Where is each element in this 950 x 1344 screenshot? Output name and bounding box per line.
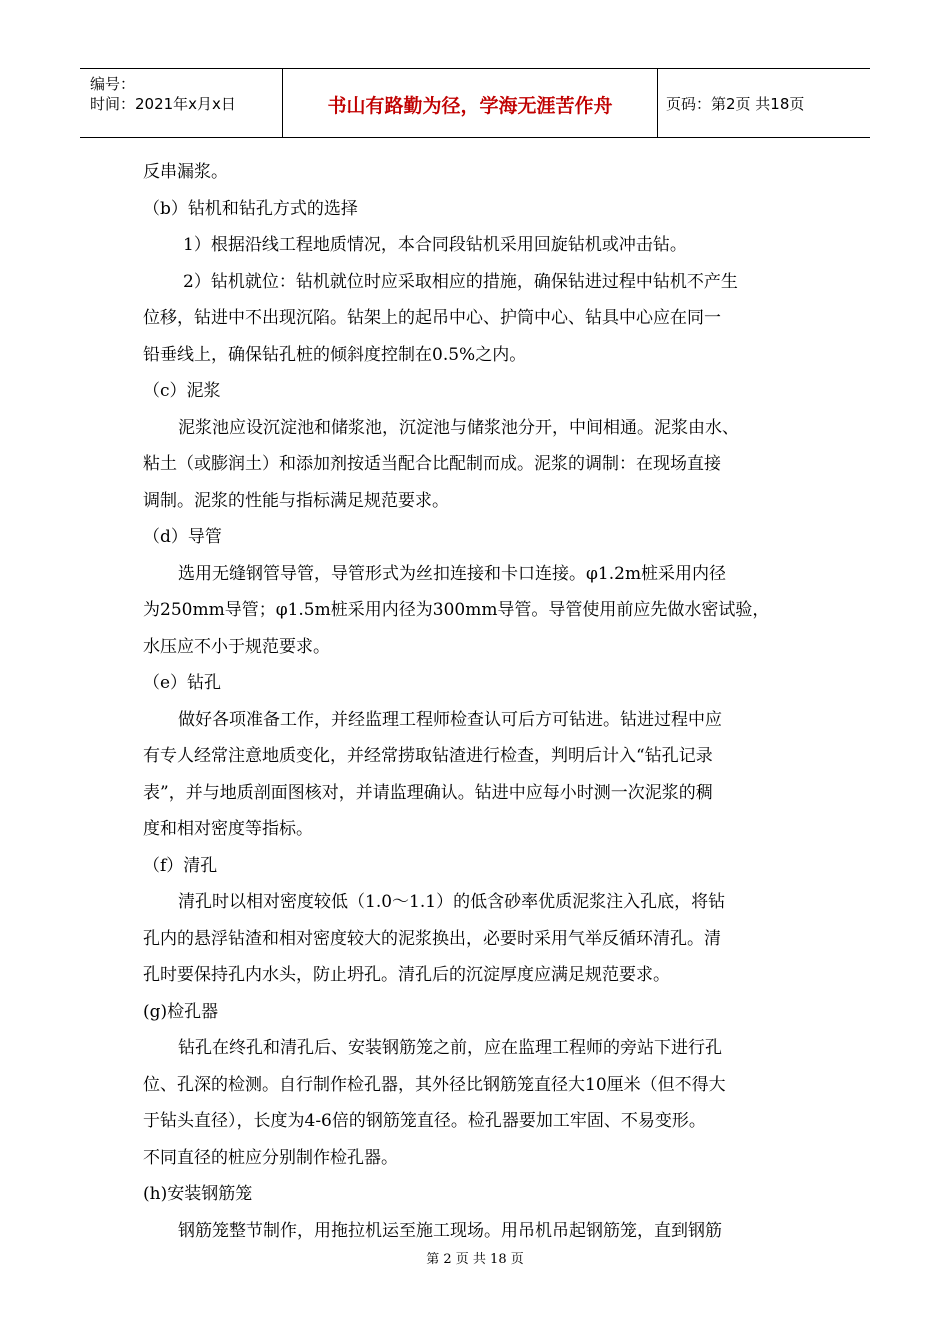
text-line: 反串漏浆。: [143, 162, 228, 182]
text-line: 孔内的悬浮钻渣和相对密度较大的泥浆换出，必要时采用气举反循环清孔。清: [143, 928, 721, 949]
header-page-info: 页码：第2页 共18页: [666, 95, 805, 113]
text-line: 为250mm导管；φ1.5m桩采用内径为300mm导管。导管使用前应先做水密试验，: [143, 600, 770, 620]
text-line: 2）钻机就位：钻机就位时应采取相应的措施，确保钻进过程中钻机不产生: [183, 271, 738, 292]
header-left-cell: [80, 69, 283, 137]
text-line: 选用无缝钢管导管，导管形式为丝扣连接和卡口连接。φ1.2m桩采用内径: [178, 563, 727, 584]
header-motto: 书山有路勤为径，学海无涯苦作舟: [327, 95, 613, 117]
page-header: [80, 68, 870, 138]
section-heading-e: （e）钻孔: [143, 673, 222, 693]
section-heading-h: (h)安装钢筋笼: [143, 1184, 253, 1204]
document-body: [143, 154, 813, 1249]
text-line: 度和相对密度等指标。: [143, 819, 313, 839]
section-heading-d: （d）导管: [143, 527, 222, 547]
number-label: 编号：: [90, 75, 136, 93]
header-middle-cell: [283, 69, 658, 137]
text-line: 水压应不小于规范要求。: [143, 636, 330, 657]
text-line: 钻孔在终孔和清孔后、安装钢筋笼之前，应在监理工程师的旁站下进行孔: [178, 1038, 722, 1058]
time-label: 时间：2021年x月x日: [90, 95, 236, 113]
page-footer: 第 2 页 共 18 页: [426, 1252, 524, 1267]
text-line: 有专人经常注意地质变化，并经常捞取钻渣进行检查，判明后计入“钻孔记录: [143, 746, 713, 766]
section-heading-c: （c）泥浆: [143, 381, 221, 401]
text-line: 铅垂线上，确保钻孔桩的倾斜度控制在0.5%之内。: [143, 344, 527, 365]
text-line: 做好各项准备工作，并经监理工程师检查认可后方可钻进。钻进过程中应: [178, 709, 722, 730]
text-line: 孔时要保持孔内水头，防止坍孔。清孔后的沉淀厚度应满足规范要求。: [143, 965, 670, 985]
section-heading-g: (g)检孔器: [143, 1001, 219, 1022]
header-right-cell: [658, 69, 870, 137]
text-line: 位、孔深的检测。自行制作检孔器，其外径比钢筋笼直径大10厘米（但不得大: [143, 1074, 726, 1095]
section-heading-f: （f）清孔: [143, 855, 218, 876]
text-line: 钢筋笼整节制作，用拖拉机运至施工现场。用吊机吊起钢筋笼，直到钢筋: [178, 1220, 722, 1241]
text-line: 于钻头直径），长度为4-6倍的钢筋笼直径。检孔器要加工牢固、不易变形。: [143, 1111, 706, 1131]
text-line: 调制。泥浆的性能与指标满足规范要求。: [143, 490, 449, 511]
text-line: 位移，钻进中不出现沉陷。钻架上的起吊中心、护筒中心、钻具中心应在同一: [143, 308, 721, 328]
text-line: 表”，并与地质剖面图核对，并请监理确认。钻进中应每小时测一次泥浆的稠: [143, 782, 713, 803]
text-line: 清孔时以相对密度较低（1.0～1.1）的低含砂率优质泥浆注入孔底，将钻: [178, 892, 726, 912]
text-line: 1）根据沿线工程地质情况，本合同段钻机采用回旋钻机或冲击钻。: [183, 235, 687, 255]
section-heading-b: （b）钻机和钻孔方式的选择: [143, 198, 358, 219]
text-line: 不同直径的桩应分别制作检孔器。: [143, 1147, 398, 1168]
text-line: 泥浆池应设沉淀池和储浆池，沉淀池与储浆池分开，中间相通。泥浆由水、: [178, 417, 739, 438]
text-line: 粘土（或膨润土）和添加剂按适当配合比配制而成。泥浆的调制：在现场直接: [143, 454, 721, 474]
